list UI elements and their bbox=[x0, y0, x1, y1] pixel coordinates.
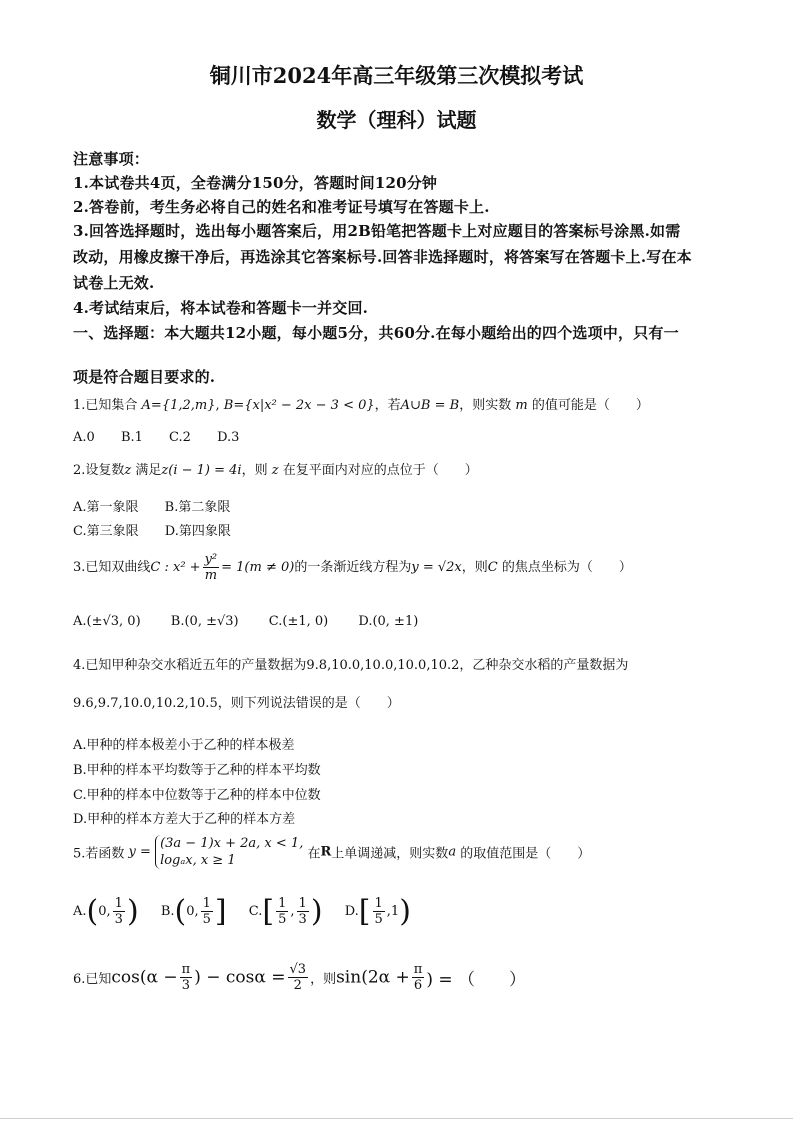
q2-equation: z(i − 1) = 4i bbox=[161, 463, 242, 478]
q1-var: m bbox=[515, 398, 528, 413]
q4-data-1: 9.8,10.0,10.0,10.0,10.2 bbox=[306, 658, 460, 673]
q3-mid: 的一条渐近线方程为 bbox=[294, 560, 412, 575]
question-1: 1.已知集合 A={1,2,m}, B={x|x² − 2x − 3 < 0}，若A∪B = B，则实数 m 的值可能是（ ） bbox=[73, 398, 649, 413]
q5-a-label: A. bbox=[73, 904, 87, 919]
q5-c-left: [ bbox=[262, 894, 275, 929]
q5-a-left: ( bbox=[86, 894, 99, 929]
q5-case-1: (3a − 1)x + 2a, x < 1, bbox=[160, 836, 304, 851]
q1-prefix: 1.已知集合 bbox=[73, 398, 138, 413]
q1-set-b: B={x|x² − 2x − 3 < 0} bbox=[223, 398, 375, 413]
q3-option-a[interactable]: A.(±√3, 0) bbox=[73, 614, 141, 629]
q5-b-right: ] bbox=[214, 894, 227, 929]
exam-subtitle: 数学（理科）试题 bbox=[316, 108, 477, 132]
q4-option-b[interactable]: B.甲种的样本平均数等于乙种的样本平均数 bbox=[73, 763, 321, 778]
q6-end: ) = （ ） bbox=[426, 970, 526, 990]
page-bottom-divider bbox=[0, 1118, 793, 1119]
q4-line2-suffix: ，则下列说法错误的是（ ） bbox=[217, 696, 400, 711]
q5-c-lower bbox=[276, 896, 288, 927]
q5-option-a[interactable]: A.(0, $\frac{1}{3}$ ) bbox=[73, 894, 139, 929]
q5-mid: 在 bbox=[307, 846, 321, 862]
q2-option-d[interactable]: D.第四象限 bbox=[164, 524, 231, 539]
q6-sin-expr: sin(2α + bbox=[336, 967, 410, 988]
q3-prefix: 3.已知双曲线 bbox=[73, 560, 151, 575]
section-heading: 一、选择题：本大题共12小题，每小题5分，共60分.在每小题给出的四个选项中，只有一 bbox=[73, 324, 679, 342]
q4-option-d[interactable]: D.甲种的样本方差大于乙种的样本方差 bbox=[73, 812, 296, 827]
q4-option-c[interactable]: C.甲种的样本中位数等于乙种的样本中位数 bbox=[73, 788, 321, 803]
q3-numerator: y² bbox=[204, 552, 218, 567]
q1-suffix: ，则实数 bbox=[459, 398, 512, 413]
q1-option-a[interactable]: A.0 bbox=[73, 430, 95, 445]
q5-prefix: 5.若函数 bbox=[73, 846, 125, 862]
q3-options bbox=[73, 614, 440, 629]
q6-rhs-num: √3 bbox=[289, 962, 307, 977]
q6-rhs-fraction bbox=[288, 962, 309, 993]
q5-d-label: D. bbox=[344, 904, 359, 919]
q1-set-a: A={1,2,m} bbox=[141, 398, 216, 413]
q2-option-c[interactable]: C.第三象限 bbox=[73, 524, 139, 539]
q6-mid-expr: ) − cosα = bbox=[194, 967, 286, 988]
notice-item-1: 1.本试卷共4页，全卷满分150分，答题时间120分钟 bbox=[73, 174, 438, 192]
q1-option-c[interactable]: C.2 bbox=[169, 430, 191, 445]
notice-item-3: 3.回答选择题时，选出每小题答案后，用2B铅笔把答题卡上对应题目的答案标号涂黑.如需 bbox=[73, 222, 681, 240]
q5-case-2: logₐx, x ≥ 1 bbox=[160, 853, 236, 868]
question-4-line-2 bbox=[73, 692, 400, 711]
q6-six: 6 bbox=[413, 978, 423, 993]
notice-heading: 注意事项： bbox=[73, 150, 150, 168]
q5-d-lower-den: 5 bbox=[374, 912, 383, 927]
notice-item-2: 2.答卷前，考生务必将自己的姓名和准考证号填写在答题卡上. bbox=[73, 198, 490, 216]
q3-var: C bbox=[487, 560, 498, 575]
q4-line1-suffix: ，乙种杂交水稻的产量数据为 bbox=[459, 658, 629, 673]
q6-pi-2: π bbox=[413, 962, 423, 977]
q5-a-upper-den: 3 bbox=[114, 912, 123, 927]
q4-option-a[interactable]: A.甲种的样本极差小于乙种的样本极差 bbox=[73, 738, 295, 753]
q2-var: z bbox=[124, 463, 132, 478]
q2-option-b[interactable]: B.第二象限 bbox=[164, 500, 231, 515]
q6-three: 3 bbox=[181, 978, 191, 993]
notice-item-3-cont: 改动，用橡皮擦干净后，再选涂其它答案标号.回答非选择题时，将答案写在答题卡上.写在本 bbox=[73, 248, 692, 266]
q1-options bbox=[73, 430, 261, 445]
q5-a-lower: 0 bbox=[98, 904, 107, 919]
q5-end: 的取值范围是（ ） bbox=[460, 846, 591, 862]
q6-suffix: ，则 bbox=[310, 972, 337, 987]
q5-b-upper-num: 1 bbox=[202, 896, 211, 911]
q5-a-right: ) bbox=[126, 894, 139, 929]
q5-d-lower-num: 1 bbox=[374, 896, 383, 911]
q1-mid: ，若 bbox=[374, 398, 401, 413]
q2-option-a[interactable]: A.第一象限 bbox=[73, 500, 139, 515]
q5-piecewise bbox=[155, 835, 303, 869]
q5-option-b[interactable]: B.(0, $\frac{1}{5}$ ] bbox=[160, 894, 227, 929]
q2-prefix: 2.设复数 bbox=[73, 463, 125, 478]
notice-item-4: 4.考试结束后，将本试卷和答题卡一并交回. bbox=[73, 299, 369, 317]
q5-c-upper-den: 3 bbox=[298, 912, 307, 927]
q5-c-upper-num: 1 bbox=[298, 896, 307, 911]
q5-real-set: R bbox=[320, 844, 332, 860]
question-4-line-1 bbox=[73, 654, 628, 673]
q6-rhs-den: 2 bbox=[293, 978, 302, 993]
q5-b-upper bbox=[201, 896, 213, 927]
q5-d-lower bbox=[373, 896, 385, 927]
q6-pi-over-6 bbox=[412, 962, 425, 993]
q5-b-left: ( bbox=[174, 894, 187, 929]
q5-a-upper-num: 1 bbox=[114, 896, 123, 911]
q5-d-right: ) bbox=[399, 894, 411, 929]
q4-data-2: 9.6,9.7,10.0,10.2,10.5 bbox=[73, 696, 218, 711]
q3-curve-rhs: = 1(m ≠ 0) bbox=[221, 560, 295, 575]
notice-item-3-end: 试卷上无效. bbox=[73, 274, 155, 292]
q3-asymptote: y = √2x bbox=[411, 560, 462, 575]
q3-suffix: ，则 bbox=[461, 560, 488, 575]
q5-c-label: C. bbox=[248, 904, 263, 919]
q3-fraction bbox=[203, 552, 220, 583]
q4-prefix: 4.已知甲种杂交水稻近五年的产量数据为 bbox=[73, 658, 307, 673]
q3-curve-lhs: C : x² + bbox=[150, 560, 201, 575]
q5-b-upper-den: 5 bbox=[202, 912, 211, 927]
q2-var-2: z bbox=[271, 463, 279, 478]
q1-option-b[interactable]: B.1 bbox=[120, 430, 143, 445]
q5-b-lower: 0 bbox=[186, 904, 195, 919]
q5-option-d[interactable]: D.[ $\frac{1}{5}$ ,1) bbox=[344, 894, 411, 929]
q5-option-c[interactable]: C.[ $\frac{1}{5}$ , $\frac{1}{3}$ ) bbox=[248, 894, 323, 929]
q5-suffix: 上单调递减，则实数 bbox=[331, 846, 449, 862]
q2-mid: 满足 bbox=[135, 463, 162, 478]
q5-var: a bbox=[448, 844, 457, 860]
q5-lhs: y = bbox=[128, 844, 151, 860]
q2-end: 在复平面内对应的点位于（ ） bbox=[282, 463, 478, 478]
section-heading-cont: 项是符合题目要求的. bbox=[73, 368, 216, 386]
question-3 bbox=[73, 552, 632, 583]
q6-cos-expr: cos(α − bbox=[111, 967, 178, 988]
q5-c-right: ) bbox=[310, 894, 323, 929]
q3-option-c[interactable]: C.(±1, 0) bbox=[268, 614, 329, 629]
q1-end: 的值可能是（ ） bbox=[531, 398, 649, 413]
q1-option-d[interactable]: D.3 bbox=[217, 430, 240, 445]
q6-pi-over-3 bbox=[180, 962, 193, 993]
q2-options-row-1 bbox=[73, 496, 252, 515]
q5-c-upper bbox=[297, 896, 309, 927]
q3-option-d[interactable]: D.(0, ±1) bbox=[358, 614, 419, 629]
question-5 bbox=[73, 835, 590, 869]
q3-end: 的焦点坐标为（ ） bbox=[501, 560, 632, 575]
q5-a-upper bbox=[113, 896, 125, 927]
q2-suffix: ，则 bbox=[241, 463, 268, 478]
q5-c-lower-den: 5 bbox=[278, 912, 287, 927]
q5-c-lower-num: 1 bbox=[278, 896, 287, 911]
q3-denominator: m bbox=[204, 568, 218, 583]
q2-options-row-2 bbox=[73, 520, 253, 539]
question-6 bbox=[73, 962, 526, 993]
q5-d-upper: 1 bbox=[390, 904, 400, 919]
q1-condition: A∪B = B bbox=[400, 398, 460, 413]
q5-b-label: B. bbox=[160, 904, 175, 919]
exam-title: 铜川市2024年高三年级第三次模拟考试 bbox=[209, 63, 584, 88]
q5-d-left: [ bbox=[358, 894, 371, 929]
q5-options bbox=[73, 894, 433, 929]
question-2 bbox=[73, 459, 478, 478]
q6-pi: π bbox=[181, 962, 191, 977]
q3-option-b[interactable]: B.(0, ±√3) bbox=[170, 614, 239, 629]
q6-prefix: 6.已知 bbox=[73, 972, 112, 987]
